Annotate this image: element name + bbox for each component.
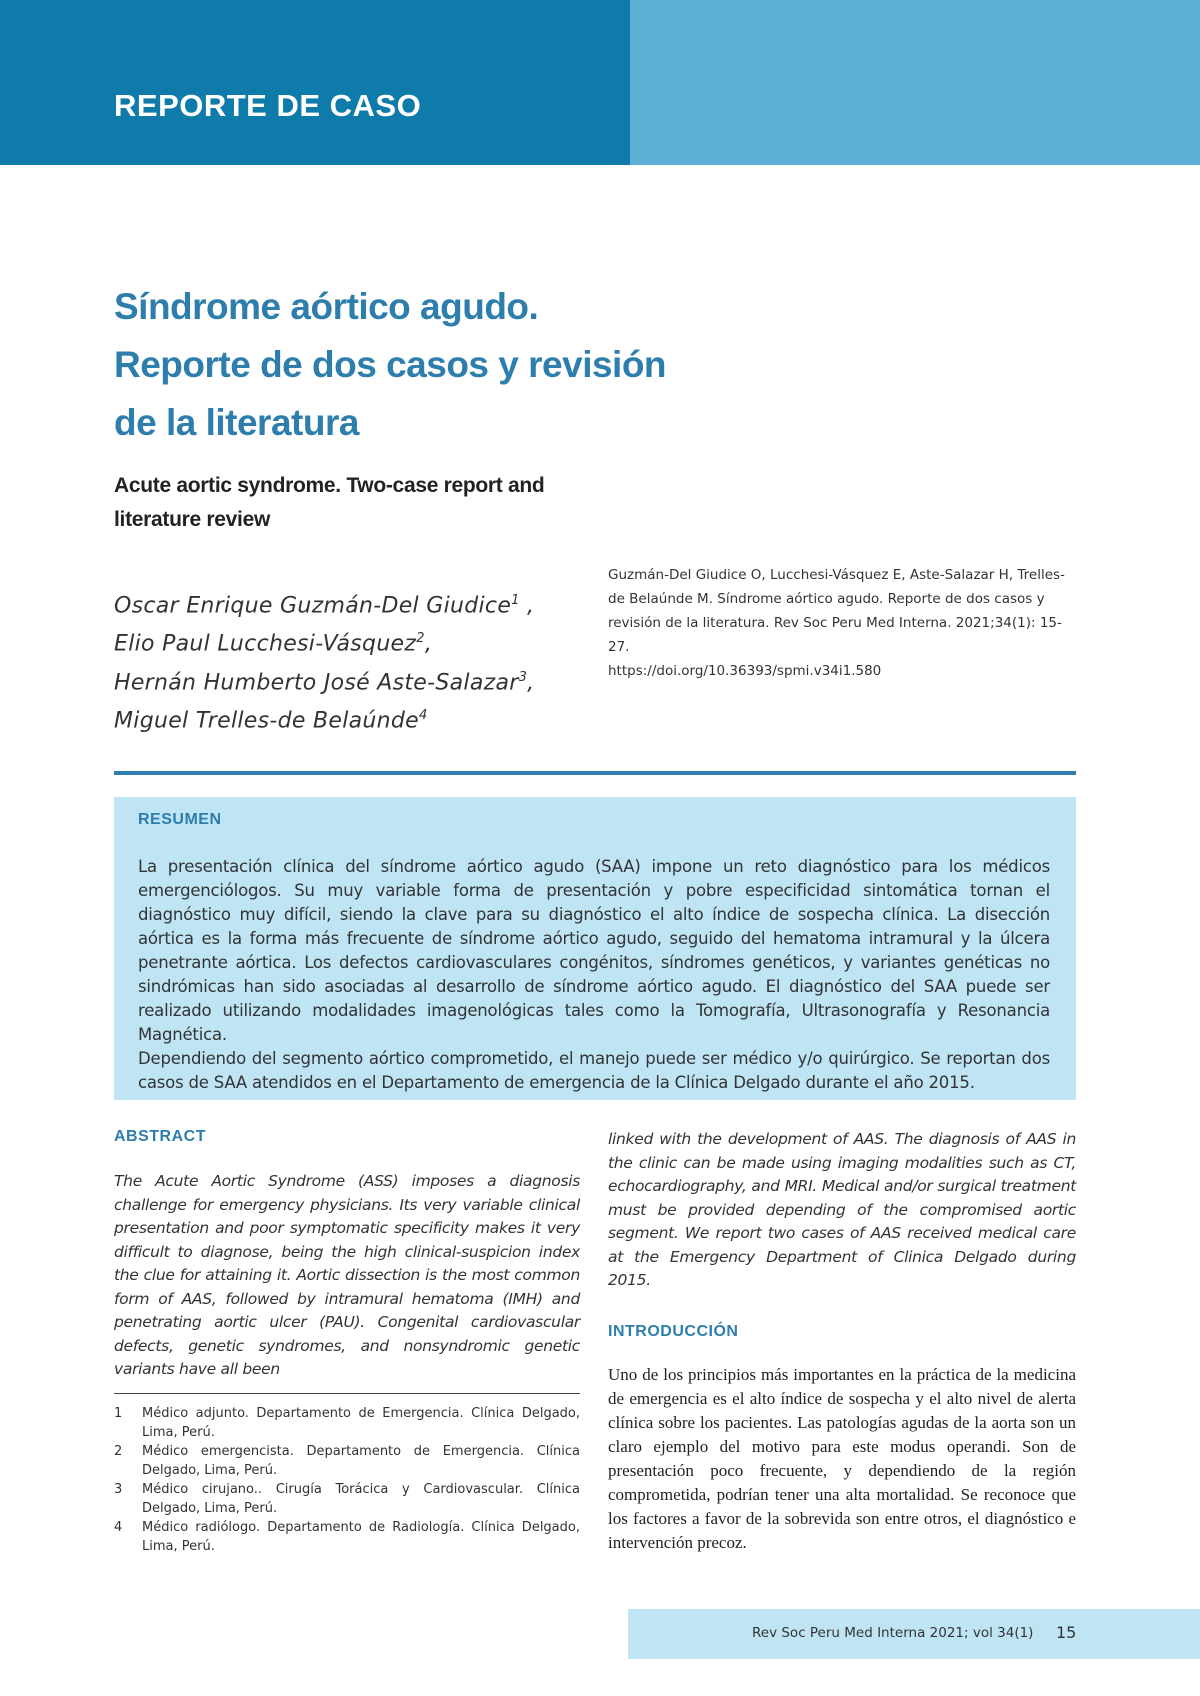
footer-journal: Rev Soc Peru Med Interna 2021; vol 34(1) — [752, 1625, 1034, 1641]
author: Elio Paul Lucchesi-Vásquez$^2$, — [114, 631, 433, 657]
page-number: 15 — [1056, 1623, 1077, 1642]
author: Oscar Enrique Guzmán-Del Giudice$^1$ , — [114, 593, 535, 619]
title-spanish-line: Síndrome aórtico agudo. — [114, 286, 539, 327]
resumen-box — [114, 797, 1076, 1100]
header-banner-light — [630, 0, 1200, 165]
footnote: 3 Médico cirujano.. Cirugía Torácica y Cardiovascular. Clínica Delgado, Lima, Perú. — [114, 1482, 580, 1516]
footer-bar — [628, 1609, 1200, 1659]
abstract-text-continued: linked with the development of AAS. The diagnosis of AAS in the clinic can be made using imaging modalities such as CT, echocardiography, and MRI. Medical and/or surgical treatment must be provided depending of the compromised aortic segment. We report two cases of AAS received medical care at the Emergency Department of Clinica Delgado during 2015. — [608, 1130, 1076, 1289]
author: Hernán Humberto José Aste-Salazar$^3$, — [114, 669, 535, 695]
introduccion-text: Uno de los principios más importantes en la práctica de la medicina de emergencia es el alto índice de sospecha y el alto nivel de alerta clínica sobre los pacientes. Las patologías agudas de la aorta son un claro ejemplo del motivo para este modus operandi. Son de presentación poco frecuente, y dependiendo de la región comprometida, podrían tener una alta mortalidad. Se reconoce que los factores a favor de la sobrevida son entre otros, el diagnóstico e intervención precoz. — [608, 1364, 1076, 1552]
divider-rule — [114, 771, 1076, 775]
citation-text: Guzmán-Del Giudice O, Lucchesi-Vásquez E, Aste-Salazar H, Trelles-de Belaúnde M. Síndrome aórtico agudo. Reporte de dos casos y revisión de la literatura. Rev Soc Peru Med Interna. 2021;34(1): 15-27. — [608, 567, 1065, 655]
abstract-heading: ABSTRACT — [114, 1128, 206, 1145]
title-spanish — [114, 278, 734, 452]
resumen-heading: RESUMEN — [138, 811, 222, 828]
resumen-paragraph: Dependiendo del segmento aórtico comprometido, el manejo puede ser médico y/o quirúrgico. Se reportan dos casos de SAA atendidos en el Departamento de emergencia de la Clínica Delgado durante el año 2015. — [138, 1049, 1050, 1092]
title-spanish-line: de la literatura — [114, 402, 359, 443]
footnote: 2 Médico emergencista. Departamento de Emergencia. Clínica Delgado, Lima, Perú. — [114, 1444, 580, 1478]
resumen-body — [138, 855, 1050, 1095]
author: Miguel Trelles-de Belaúnde$^4$ — [114, 707, 428, 734]
citation — [608, 563, 1078, 683]
section-label: REPORTE DE CASO — [114, 88, 422, 123]
title-english-line: Acute aortic syndrome. Two-case report and — [114, 474, 545, 497]
resumen-paragraph: La presentación clínica del síndrome aórtico agudo (SAA) impone un reto diagnóstico para los médicos emergenciólogos. Su muy variable forma de presentación y pobre especificidad sintomática tornan el diagnóstico muy difícil, siendo la clave para su diagnóstico el alto índice de sospecha clínica. La disección aórtica es la forma más frecuente de síndrome aórtico agudo, seguido del hematoma intramural y la úlcera penetrante aórtica. Los defectos cardiovasculares congénitos, síndromes genéticos, y variantes genéticas no sindrómicas han sido asociadas al desarrollo de síndrome aórtico agudo. El diagnóstico del SAA puede ser realizado utilizando modalidades imagenológicas tales como la Tomografía, Ultrasonografía y Resonancia Magnética. — [138, 857, 1050, 1044]
header-banner-dark — [0, 0, 630, 165]
title-english-line: literature review — [114, 508, 270, 531]
right-column — [608, 1128, 1076, 1555]
footnote-rule — [114, 1393, 580, 1394]
title-spanish-line: Reporte de dos casos y revisión — [114, 344, 667, 385]
left-column — [114, 1128, 580, 1382]
footnote: 4 Médico radiólogo. Departamento de Radiología. Clínica Delgado, Lima, Perú. — [114, 1520, 580, 1554]
author-list — [114, 584, 554, 737]
abstract-text: The Acute Aortic Syndrome (ASS) imposes a diagnosis challenge for emergency physicians. Its very variable clinical presentation and poor symptomatic specificity makes it very difficult to diagnose, being the high clinical-suspicion index the clue for attaining it. Aortic dissection is the most common form of AAS, followed by intramural hematoma (IMH) and penetrating aortic ulcer (PAU). Congenital cardiovascular defects, genetic syndromes, and nonsyndromic genetic variants have all been — [114, 1172, 580, 1378]
header-banner — [0, 0, 1200, 165]
doi-link[interactable]: https://doi.org/10.36393/spmi.v34i1.580 — [608, 663, 882, 679]
title-english — [114, 469, 574, 537]
footnote: 1 Médico adjunto. Departamento de Emergencia. Clínica Delgado, Lima, Perú. — [114, 1406, 580, 1440]
introduccion-heading: INTRODUCCIÓN — [608, 1322, 739, 1340]
footnotes — [114, 1404, 580, 1556]
